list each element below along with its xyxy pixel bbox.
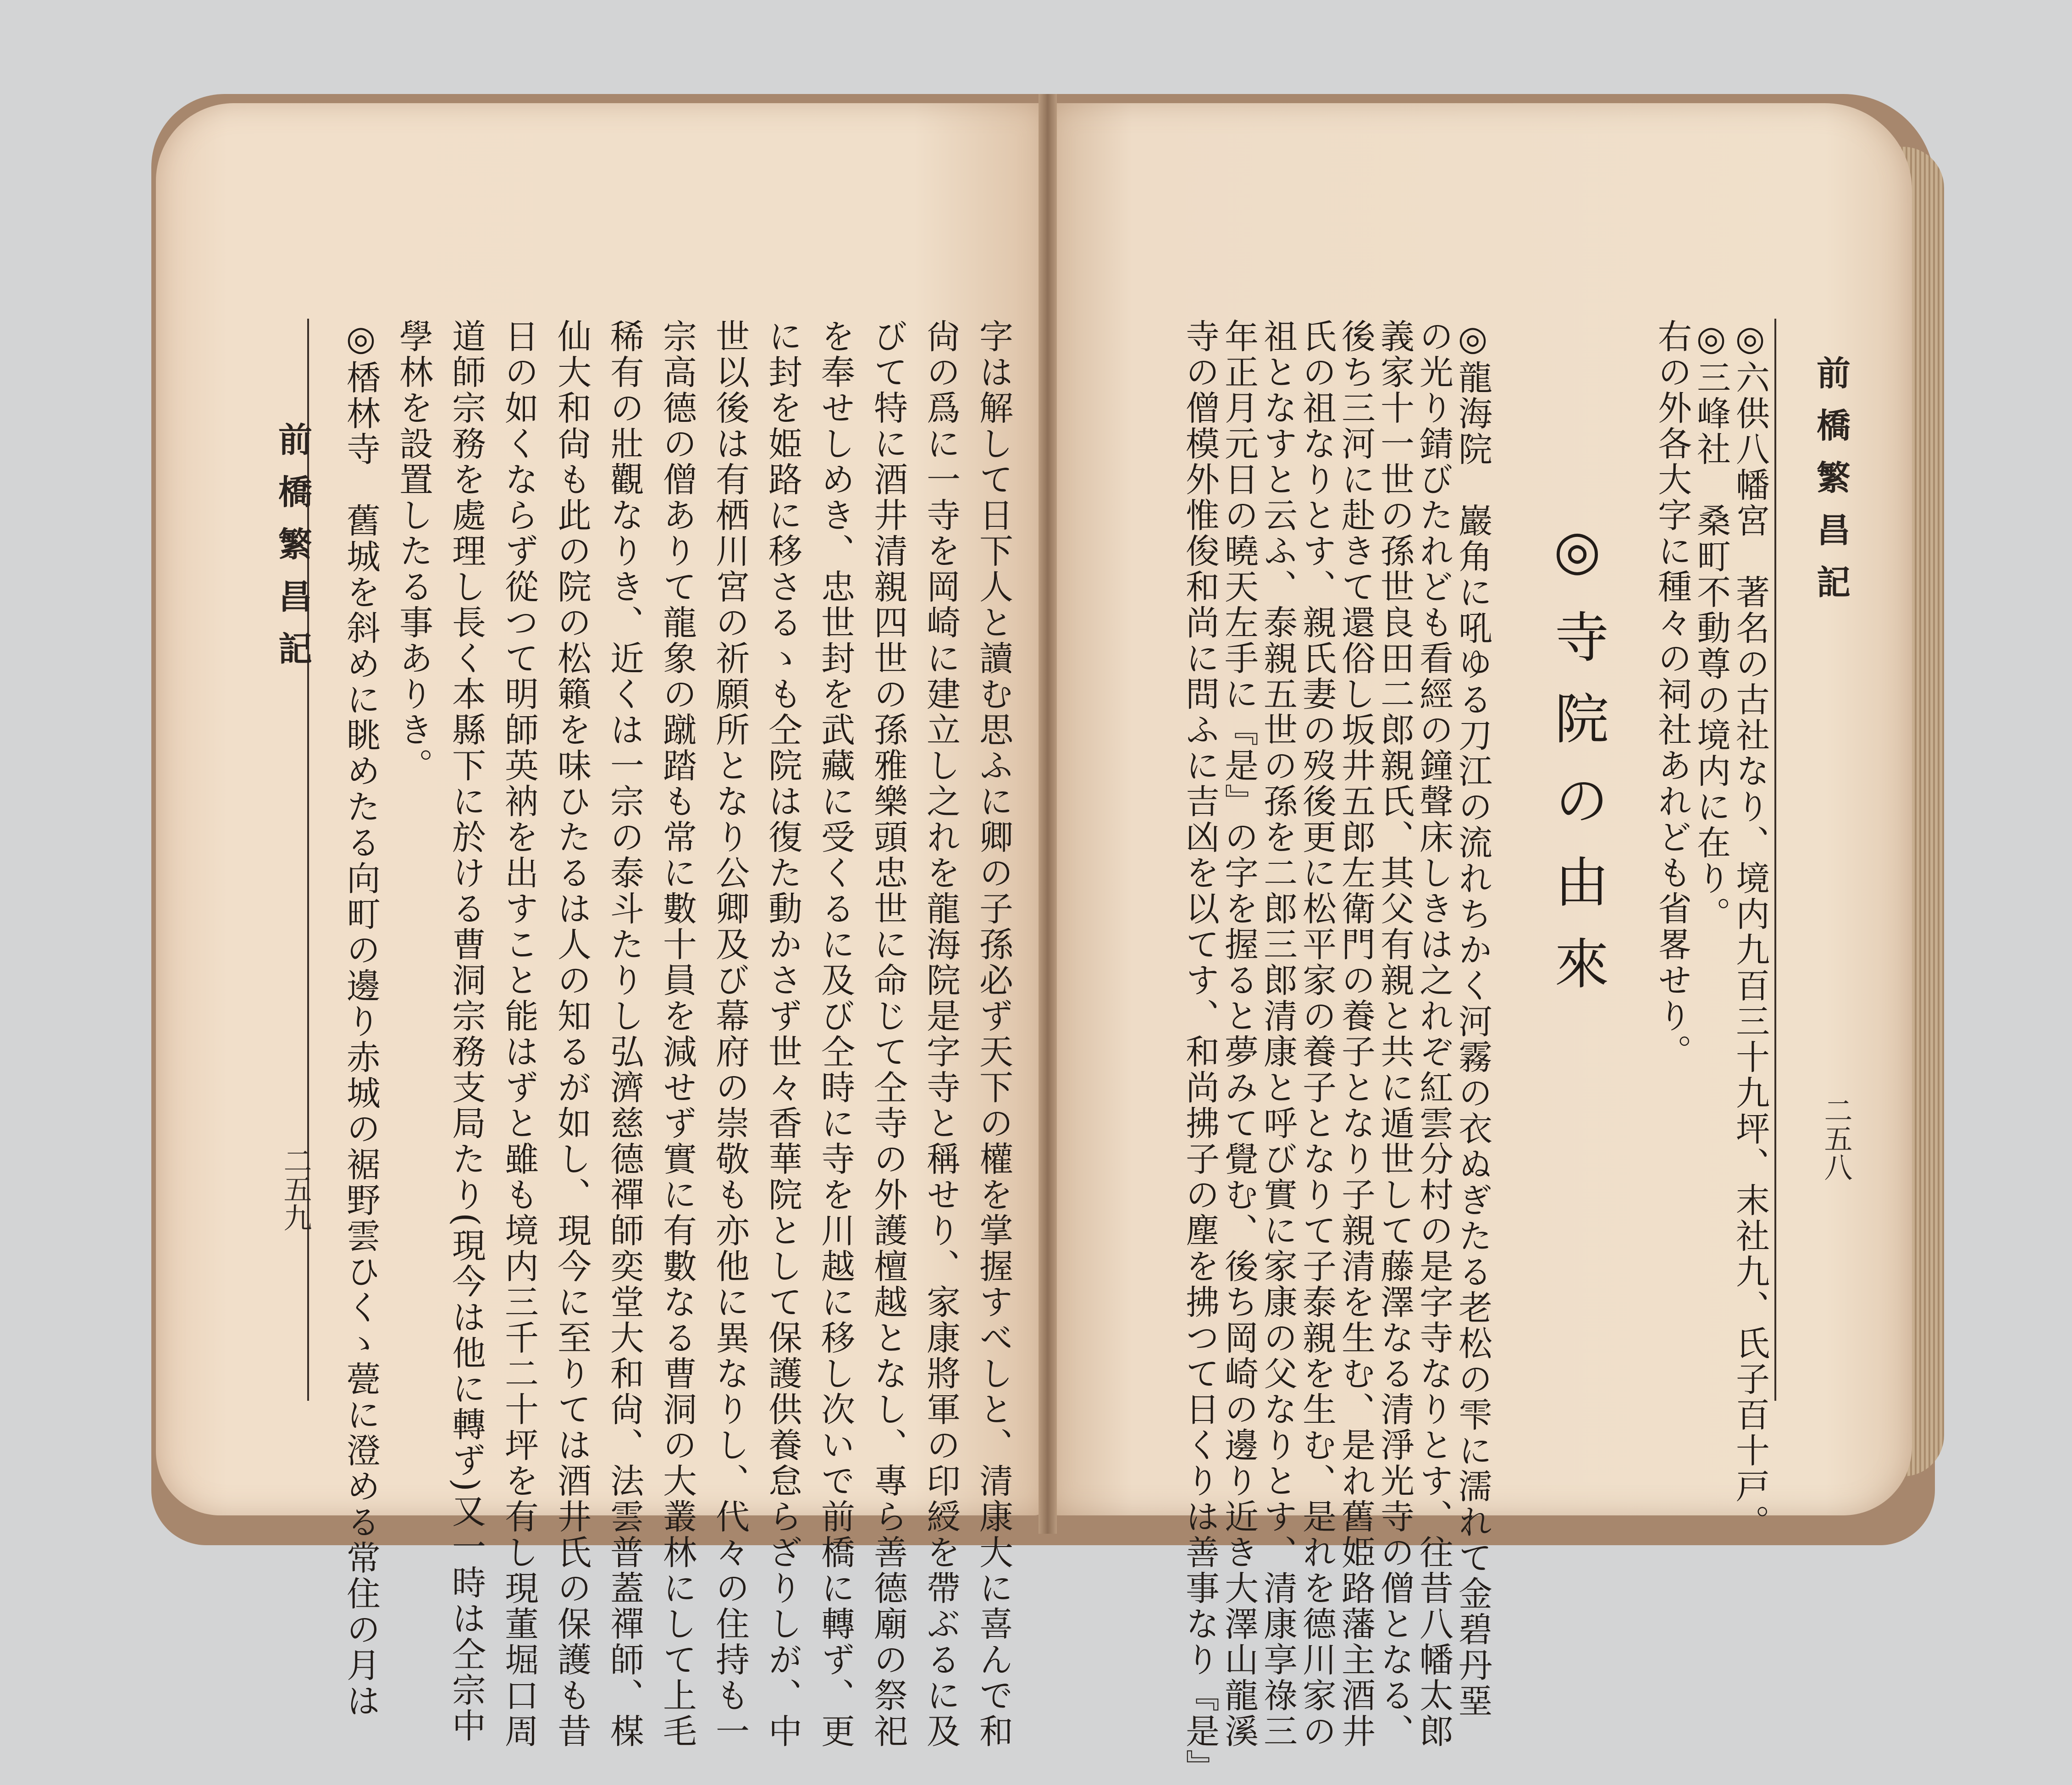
left-line-10: 日の如くならず從つて明師英衲を出すこと能はずと雖も境内三千二十坪を有し現董堀口周 (499, 319, 539, 1749)
left-line-2: 尙の爲に一寺を岡崎に建立し之れを龍海院是字寺と稱せり、家康將軍の印綬を帶ぶるに及 (921, 319, 961, 1749)
left-line-13: ◎楿林寺 舊城を斜めに眺めたる向町の邊り赤城の裾野雲ひくゝ甍に澄める常住の月は (341, 319, 381, 1719)
right-line-5: の光り錆びたれども看經の鐘聲床しきは之れぞ紅雲分村の是字寺なりとす、往昔八幡太郎 (1414, 319, 1453, 1749)
right-line-6: 義家十一世の孫世良田二郎親氏、其父有親と共に遁世して藤澤なる清淨光寺の僧となる、 (1375, 319, 1414, 1749)
section-heading: ◎寺院の由來 (1546, 518, 1609, 1017)
right-line-4: ◎龍海院 巖角に吼ゆる刀江の流れちかく河霧の衣ぬぎたる老松の雫に濡れて金碧丹堊 (1453, 319, 1492, 1719)
right-line-7: 後ち三河に赴きて還俗し坂井五郎左衛門の養子となり子親清を生む、是れ舊姫路藩主酒井 (1336, 319, 1376, 1749)
right-line-8: 氏の祖なりとす、親氏妻の歿後更に松平家の養子となりて子泰親を生む、是れを德川家の (1297, 319, 1337, 1749)
right-page-number: 二五八 (1819, 1096, 1853, 1181)
right-line-1: ◎六供八幡宮 著名の古社なり、境内九百三十九坪、末社九、氏子百十戸。 (1730, 319, 1770, 1540)
left-page-number: 二五九 (279, 1146, 312, 1232)
left-running-title: 前橋繁昌記 (273, 422, 312, 683)
left-line-7: 宗高德の僧ありて龍象の蹴踏も常に數十員を減せず實に有數なる曹洞の大叢林にして上毛 (658, 319, 697, 1749)
right-line-3: 右の外各大字に種々の祠社あれども省畧せり。 (1652, 319, 1692, 1070)
left-line-12: 學林を設置したる事ありき。 (394, 319, 433, 784)
left-line-9: 仙大和尙も此の院の松籟を味ひたるは人の知るが如し、現今に至りては酒井氏の保護も昔 (552, 319, 591, 1749)
left-line-1: 字は解して日下人と讀む思ふに卿の子孫必ず天下の權を掌握すべしと、清康大に喜んで和 (974, 319, 1013, 1749)
left-line-3: びて特に酒井清親四世の孫雅樂頭忠世に命じて仝寺の外護檀越となし、專ら善德廟の祭祀 (868, 319, 908, 1749)
left-line-6: 世以後は有栖川宮の祈願所となり公卿及び幕府の崇敬も亦他に異なりし、代々の住持も一 (710, 319, 750, 1749)
right-line-10: 年正月元日の曉天左手に『是』の字を握ると夢みて覺む、後ち岡崎の邊り近き大澤山龍溪 (1219, 319, 1259, 1749)
left-line-8: 稀有の壯觀なりき、近くは一宗の泰斗たりし弘濟慈德禪師奕堂大和尙、法雲普蓋禪師、楳 (605, 319, 644, 1749)
right-line-2: ◎三峰社 桑町不動尊の境内に在り。 (1691, 319, 1731, 932)
right-page-rule (1774, 319, 1776, 1401)
right-line-9: 祖となすと云ふ、泰親五世の孫を二郎三郎清康と呼び實に家康の父なりとす、清康享祿三 (1258, 319, 1298, 1749)
left-line-4: を奉せしめき、忠世封を武藏に受くるに及び仝時に寺を川越に移し次いで前橋に轉ず、更 (816, 319, 855, 1749)
left-line-11: 道師宗務を處理し長く本縣下に於ける曹洞宗務支局たり(現今は他に轉ず)又一時は仝宗中 (447, 319, 486, 1744)
right-running-title: 前橋繁昌記 (1811, 355, 1851, 617)
book-gutter (1039, 94, 1057, 1534)
left-page (156, 103, 1048, 1749)
left-line-5: に封を姫路に移さるゝも仝院は復た動かさず世々香華院として保護供養怠らざりしが、中 (763, 319, 802, 1749)
right-line-11: 寺の僧模外惟俊和尚に問ふに吉凶を以てす、和尚拂子の塵を拂つて日くりは善事なり『是』 (1180, 319, 1220, 1785)
